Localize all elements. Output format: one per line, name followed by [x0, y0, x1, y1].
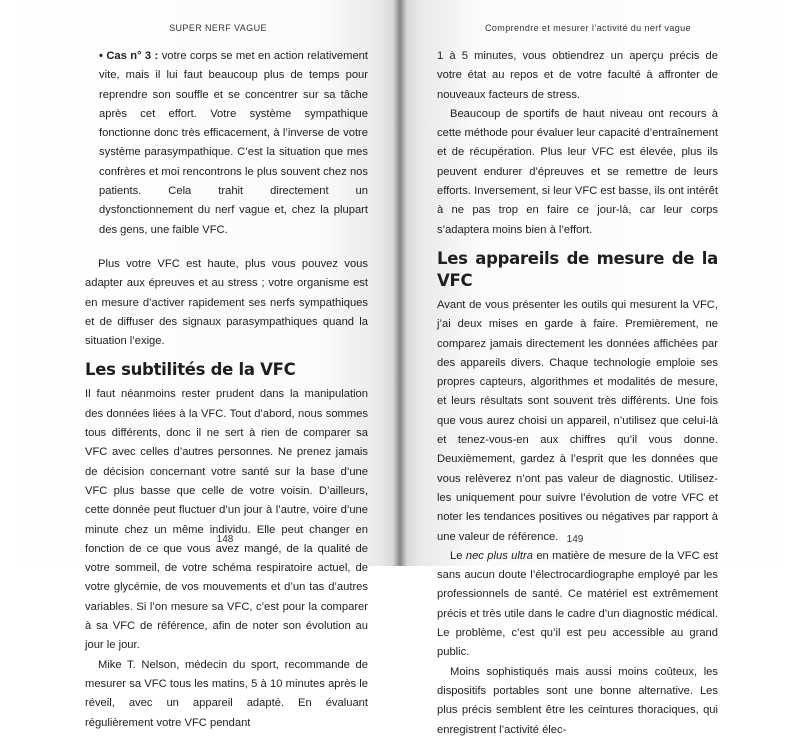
page-number-left: 148 — [216, 534, 234, 545]
paragraph-adaptation: Plus votre VFC est haute, plus vous pouvez vous adapter aux épreuves et au stress ; votre organisme est en mesure d’activer rapidement ses nerfs sympathiques et de diffuser des signaux parasympathiques quand la situation l’exige. — [85, 257, 368, 348]
running-head-left: SUPER NERF VAGUE — [169, 23, 267, 33]
heading-devices: Les appareils de mesure de la VFC — [437, 248, 718, 290]
paragraph-nelson: Mike T. Nelson, médecin du sport, recommande de mesurer sa VFC tous les matins, 5 à 10 minutes après le réveil, avec un appareil adapté. En évaluant régulièrement votre VFC pendant — [85, 658, 368, 729]
paragraph-ecg — [437, 547, 718, 663]
heading-subtleties: Les subtilités de la VFC — [85, 360, 296, 380]
case-3-text: votre corps se met en action relativement vite, mais il lui faut beaucoup plus de temps pour reprendre son souffle et se concentrer sur sa tâche après cet effort. Votre système sympathique fonctionne donc très efficacement, à l’inverse de votre système parasympathique. C’est la situation que mes confrères et moi rencontrons le plus souvent chez nos patients. Cela trahit directement un dysfonctionnement du nerf vague et, chez la plupart des gens, une faible VFC. — [99, 50, 368, 236]
left-page — [0, 0, 400, 729]
paragraph-athletes: Beaucoup de sportifs de haut niveau ont recours à cette méthode pour évaluer leur capacité d’entraînement et de récupération. Plus leur VFC est élevée, plus ils peuvent endurer d’épreuves et se remettre de leurs efforts. Inversement, si leur VFC est basse, ils ont intérêt à ne pas trop en faire ce jour-là, car leur corps s’adaptera moins bien à l’effort. — [437, 107, 718, 236]
right-page — [400, 0, 800, 736]
case-3-label: • Cas n° 3 : — [99, 50, 159, 62]
paragraph-portable: Moins sophistiqués mais aussi moins coûteux, les dispositifs portables sont une bonne alternative. Les plus précis semblent être les ceintures thoraciques, qui enregistrent l’activité élec- — [437, 665, 718, 736]
running-head-right: Comprendre et mesurer l’activité du nerf vague — [485, 23, 691, 33]
page-number-right: 149 — [566, 534, 584, 545]
paragraph-prudent: Il faut néanmoins rester prudent dans la manipulation des données liées à la VFC. Tout d’abord, nous sommes tous différents, donc il ne sert à rien de comparer sa VFC avec celles d’autres personnes. Ne prenez jamais de décision concernant votre santé sur la base d’une VFC plus basse que celle de votre voisin. D’ailleurs, cette donnée peut fluctuer d’un jour à l’autre, voire d’une minute chez un même individu. Elle peut changer en fonction de ce que vous avez mangé, de la qualité de votre sommeil, de votre schéma respiratoire actuel, de votre glycémie, de vos mouvements et d’un tas d’autres variables. Si l’on mesure sa VFC, c’est pour la comparer à sa VFC de référence, afin de noter son évolution au jour le jour. — [85, 388, 368, 652]
right-page-body — [437, 47, 718, 740]
left-page-body — [85, 47, 368, 733]
book-gutter-shadow — [393, 0, 407, 566]
paragraph-warnings: Avant de vous présenter les outils qui mesurent la VFC, j’ai deux mises en garde à faire. Premièrement, ne comparez jamais directement les données affichées par des appareils divers. Chaque technologie emploie ses propres capteurs, algorithmes et modalités de mesure, et leurs résultats sont souvent très différents. Une fois que vous aurez choisi un appareil, n’utilisez que celui-là et tenez-vous-en aux chiffres qu’il vous donne. Deuxièmement, gardez à l’esprit que les données que vous relèverez n’ont pas valeur de diagnostic. Utilisez-les uniquement pour suivre l’évolution de votre VFC et noter les tendances positives ou négatives par rapport à une valeur de référence. — [437, 298, 718, 543]
ecg-text-start: Le — [450, 549, 466, 562]
paragraph-continuation: 1 à 5 minutes, vous obtiendrez un aperçu précis de votre état au repos et de votre faculté à affronter de nouveaux facteurs de stress. — [437, 50, 718, 101]
ecg-text-rest: en matière de mesure de la VFC est sans aucun doute l’électrocardiographe employé par les professionnels de santé. Ce matériel est extrêmement précis et très utile dans le cadre d’un diagnostic médical. Le problème, c’est qu’il est peu accessible au grand public. — [437, 549, 718, 659]
ecg-text-emphasis: nec plus ultra — [465, 549, 533, 562]
case-3-paragraph — [85, 47, 368, 240]
